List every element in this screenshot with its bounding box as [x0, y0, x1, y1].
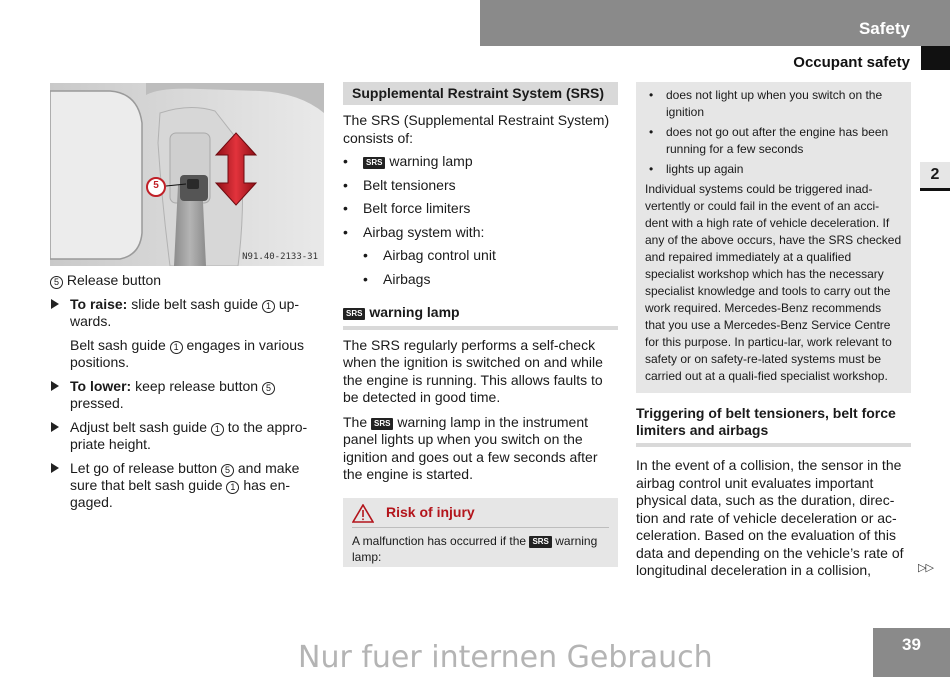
- step-arrow-icon: [51, 381, 59, 391]
- page-number: 39: [873, 628, 950, 677]
- figure-callout-number: 5: [153, 180, 159, 191]
- lamp-paragraph: The SRS warning lamp in the instrument panel lights up when you switch on the ignition and goes out a few seconds after the engine is started.: [343, 413, 598, 482]
- callout-circle: 1: [226, 481, 239, 494]
- step-raise-note: Belt sash guide 1 engages in various positions.: [70, 337, 305, 370]
- warning-triangle-icon: [352, 504, 374, 523]
- header-bar: [480, 0, 950, 46]
- srs-badge-icon: SRS: [371, 418, 393, 430]
- list-item: • SRS warning lamp: [343, 153, 618, 171]
- list-item: • Airbags: [363, 271, 618, 289]
- watermark: Nur fuer internen Gebrauch: [298, 640, 713, 675]
- list-item: • Belt tensioners: [343, 177, 618, 195]
- warning-lamp-heading: SRS warning lamp: [343, 304, 618, 330]
- srs-badge-icon: SRS: [363, 157, 385, 169]
- step-lower: To lower: keep release button 5 pressed.: [50, 378, 325, 412]
- callout-circle: 1: [262, 300, 275, 313]
- continue-icon: ▷▷: [918, 562, 933, 574]
- list-item: • lights up again: [645, 161, 902, 178]
- figure-illustration: [50, 83, 324, 266]
- figure-caption: 5 Release button: [50, 272, 325, 289]
- chapter-tab: 2: [920, 162, 950, 188]
- warning-header: [352, 504, 609, 528]
- section-title: Safety: [858, 19, 910, 38]
- warning-box: [343, 498, 618, 567]
- warning-note: Individual systems could be triggered inad-vertently or could fail in the event of an acci-dent with a high rate of vehicle deceleration. If any of the above occurs, have the SRS checked and repaired immediately at a qualified specialist workshop which has the necessary specialist knowledge and tools to carry out the work required. Mercedes-Benz recommends that you use a Mercedes-Benz Service Centre for this purpose. In particu-lar, work relevant to safety or on safety-re-lated systems must be carried out at a quali-fied specialist workshop.: [645, 182, 902, 383]
- warning-title: Risk of injury: [386, 504, 475, 521]
- malfunction-list: [645, 87, 902, 178]
- callout-circle: 1: [211, 423, 224, 436]
- srs-heading: Supplemental Restraint System (SRS): [343, 82, 618, 105]
- list-item: • does not go out after the engine has been running for a few seconds: [645, 124, 902, 158]
- figure-code: N91.40-2133-31: [242, 252, 318, 262]
- step-let-go: Let go of release button 5 and make sure that belt sash guide 1 has en-gaged.: [50, 460, 325, 511]
- callout-circle: 5: [221, 464, 234, 477]
- step-arrow-icon: [51, 422, 59, 432]
- step-raise: To raise: slide belt sash guide 1 up-wards.: [50, 296, 325, 330]
- subsection-title: Occupant safety: [793, 54, 910, 71]
- srs-column: [343, 82, 618, 567]
- step-adjust: Adjust belt sash guide 1 to the appro-priate height.: [50, 419, 325, 453]
- srs-badge-icon: SRS: [343, 308, 365, 320]
- triggering-heading: Triggering of belt tensioners, belt force limiters and airbags: [636, 405, 911, 447]
- callout-circle: 5: [50, 276, 63, 289]
- airbag-sublist: [363, 247, 618, 288]
- collision-paragraph: In the event of a collision, the sensor in the airbag control unit evaluates important physical data, such as the duration, direc-tion and rate of vehicle deceleration or ac-celeration. Based on the evaluation of this data and depending on the vehicle’s rate of longitudinal deceleration in a collision,: [636, 457, 904, 578]
- list-item: • does not light up when you switch on the ignition: [645, 87, 902, 121]
- instructions-column: [50, 272, 325, 511]
- step-arrow-icon: [51, 463, 59, 473]
- self-check-paragraph: The SRS regularly performs a self-check when the ignition is switched on and while the engine is running. This allows faults to be detected in good time.: [343, 336, 603, 405]
- triggering-column: [636, 82, 911, 580]
- callout-circle: 1: [170, 341, 183, 354]
- warning-text: A malfunction has occurred if the SRS warning lamp:: [352, 533, 598, 564]
- belt-sash-guide-figure: [50, 83, 324, 266]
- list-item: • Belt force limiters: [343, 200, 618, 218]
- srs-intro: The SRS (Supplemental Restraint System) consists of:: [343, 112, 610, 146]
- step-arrow-icon: [51, 299, 59, 309]
- header-marker: [921, 46, 950, 70]
- warning-continued-box: [636, 82, 911, 393]
- callout-circle: 5: [262, 382, 275, 395]
- list-item: • Airbag control unit: [363, 247, 618, 265]
- list-item: • Airbag system with: • Airbag control unit • Airbags: [343, 224, 618, 289]
- srs-badge-icon: SRS: [529, 536, 551, 548]
- srs-components-list: [343, 153, 618, 288]
